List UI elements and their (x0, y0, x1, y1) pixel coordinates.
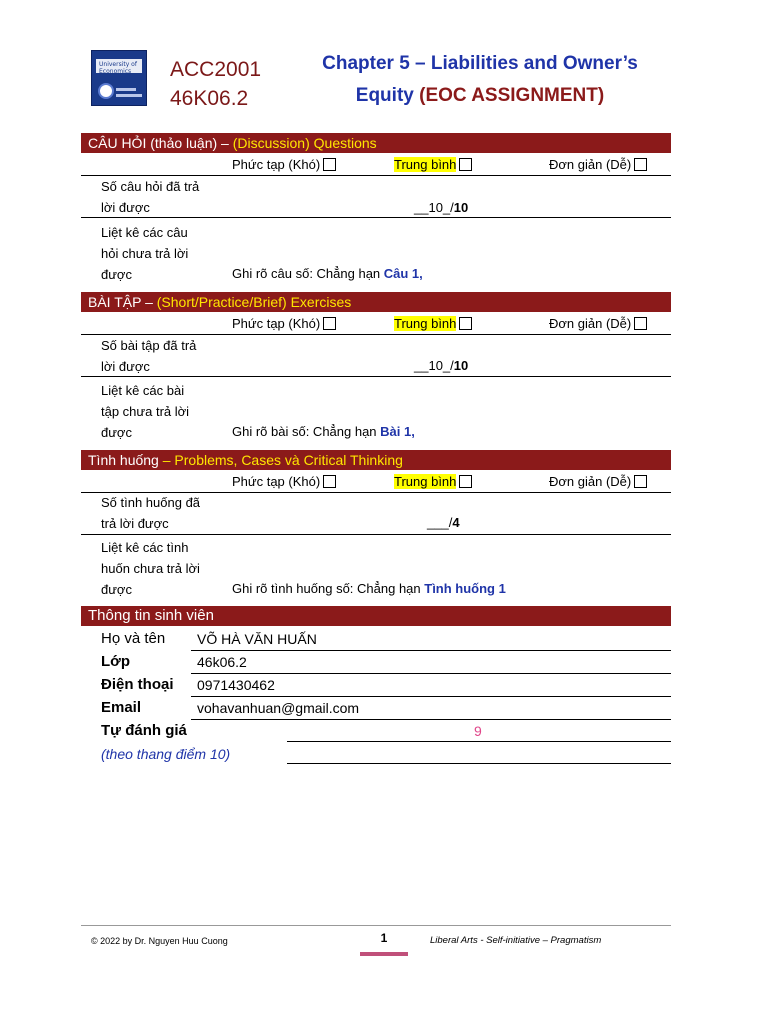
email-label: Email (101, 699, 142, 716)
label-line: lời được (101, 200, 150, 215)
phone-value[interactable]: 0971430462 (197, 677, 275, 693)
answered-count (414, 356, 468, 376)
chapter-title-line2 (295, 80, 665, 112)
row-divider (81, 534, 671, 535)
hard-checkbox[interactable] (323, 317, 336, 330)
row-divider (81, 217, 671, 218)
unanswered-note (232, 422, 415, 442)
difficulty-label: Đơn giản (Dễ) (549, 316, 632, 331)
chapter-title-line1: Chapter 5 – Liabilities and Owner’s (322, 53, 638, 74)
answered-total: 4 (452, 515, 460, 530)
medium-checkbox[interactable] (459, 158, 472, 171)
difficulty-medium (394, 472, 472, 492)
difficulty-label: Đơn giản (Dễ) (549, 474, 632, 489)
note-example: Tình huống 1 (424, 581, 506, 596)
page-number: 1 (380, 931, 388, 945)
section-title: BÀI TẬP – (88, 294, 157, 310)
unanswered-label (101, 222, 188, 285)
difficulty-label: Phức tạp (Khó) (232, 157, 321, 172)
unanswered-note (232, 264, 423, 284)
answered-total: 10 (453, 358, 469, 373)
answered-label (101, 335, 196, 377)
footer-motto: Liberal Arts - Self-initiative – Pragmatism (430, 935, 602, 946)
chapter-suffix: (EOC ASSIGNMENT) (419, 85, 605, 106)
exercises-section-header (81, 292, 671, 312)
label-line: lời được (101, 359, 150, 374)
medium-checkbox[interactable] (459, 475, 472, 488)
logo-seal-icon (98, 83, 114, 99)
section-title: Tình huống (88, 452, 163, 468)
label-line: Số tình huống đã (101, 495, 201, 510)
difficulty-label: Phức tạp (Khó) (232, 316, 321, 331)
unanswered-note (232, 579, 506, 599)
label-line: được (101, 267, 132, 282)
note-example: Bài 1, (380, 424, 415, 439)
scale-note: (theo thang điểm 10) (101, 746, 231, 762)
label-line: Liệt kê các tình (101, 540, 189, 555)
label-line: được (101, 582, 132, 597)
answered-label (101, 176, 199, 218)
class-label: Lớp (101, 653, 130, 670)
logo-band (96, 59, 142, 73)
difficulty-label: Trung bình (394, 316, 457, 331)
logo-stripe (116, 94, 142, 97)
email-value[interactable]: vohavanhuan@gmail.com (197, 700, 360, 716)
difficulty-label: Trung bình (394, 474, 457, 489)
label-line: Số bài tập đã trả (101, 338, 197, 353)
chapter-title (295, 48, 665, 112)
section-title-highlight: – Problems, Cases và Critical Thinking (162, 452, 403, 468)
difficulty-medium (394, 314, 472, 334)
unanswered-label (101, 380, 189, 443)
easy-checkbox[interactable] (634, 158, 647, 171)
label-line: huốn chưa trả lời (101, 561, 200, 576)
label-line: Số câu hỏi đã trả (101, 179, 200, 194)
name-label: Họ và tên (101, 630, 166, 647)
field-underline (191, 650, 671, 651)
note-text: Ghi rõ câu số: Chẳng hạn (232, 266, 384, 281)
difficulty-hard (232, 472, 336, 492)
difficulty-easy (549, 155, 647, 175)
field-underline (191, 719, 671, 720)
difficulty-hard (232, 314, 336, 334)
answered-value: ___/ (427, 515, 453, 530)
answered-label (101, 492, 200, 534)
label-line: trả lời được (101, 516, 169, 531)
difficulty-hard (232, 155, 336, 175)
course-code: ACC2001 (170, 58, 262, 81)
page-number-bar (360, 952, 408, 956)
answered-value: __10_/ (414, 200, 454, 215)
logo-text: University of Economics (99, 61, 137, 75)
label-line: Liệt kê các bài (101, 383, 185, 398)
student-section-header (81, 606, 671, 626)
section-title-highlight: (Discussion) Questions (232, 135, 377, 151)
difficulty-easy (549, 314, 647, 334)
section-title: CÂU HỎI (thảo luận) – (88, 135, 233, 151)
label-line: hỏi chưa trả lời (101, 246, 189, 261)
answered-total: 10 (453, 200, 469, 215)
difficulty-medium (394, 155, 472, 175)
difficulty-label: Phức tạp (Khó) (232, 474, 321, 489)
course-info (170, 55, 261, 113)
note-example: Câu 1, (383, 266, 423, 281)
difficulty-label: Đơn giản (Dễ) (549, 157, 632, 172)
hard-checkbox[interactable] (323, 475, 336, 488)
hard-checkbox[interactable] (323, 158, 336, 171)
section-title-highlight: (Short/Practice/Brief) Exercises (156, 294, 352, 310)
section-title: Thông tin sinh viên (88, 607, 214, 624)
phone-label: Điện thoại (101, 676, 174, 693)
difficulty-easy (549, 472, 647, 492)
questions-section-header (81, 133, 671, 153)
field-underline (287, 741, 671, 742)
chapter-title-word: Equity (355, 85, 414, 106)
row-divider (81, 376, 671, 377)
answered-value: __10_/ (414, 358, 454, 373)
answered-count (427, 513, 460, 533)
unanswered-label (101, 537, 200, 600)
class-code: 46K06.2 (170, 87, 249, 110)
name-value[interactable]: VÕ HÀ VĂN HUẤN (197, 631, 317, 647)
easy-checkbox[interactable] (634, 317, 647, 330)
self-assessment-label: Tự đánh giá (101, 722, 187, 739)
difficulty-label: Trung bình (394, 157, 457, 172)
label-line: tập chưa trả lời (101, 404, 190, 419)
self-assessment-value[interactable]: 9 (474, 723, 482, 739)
university-logo (91, 50, 147, 106)
label-line: Liệt kê các câu (101, 225, 188, 240)
logo-stripe (116, 88, 136, 91)
footer-divider (81, 925, 671, 926)
answered-count (414, 198, 468, 218)
footer-copyright: © 2022 by Dr. Nguyen Huu Cuong (91, 936, 228, 946)
easy-checkbox[interactable] (634, 475, 647, 488)
note-text: Ghi rõ tình huống số: Chẳng hạn (232, 581, 425, 596)
note-text: Ghi rõ bài số: Chẳng hạn (232, 424, 381, 439)
class-value[interactable]: 46k06.2 (197, 654, 247, 670)
problems-section-header (81, 450, 671, 470)
label-line: được (101, 425, 132, 440)
medium-checkbox[interactable] (459, 317, 472, 330)
field-underline (287, 763, 671, 764)
